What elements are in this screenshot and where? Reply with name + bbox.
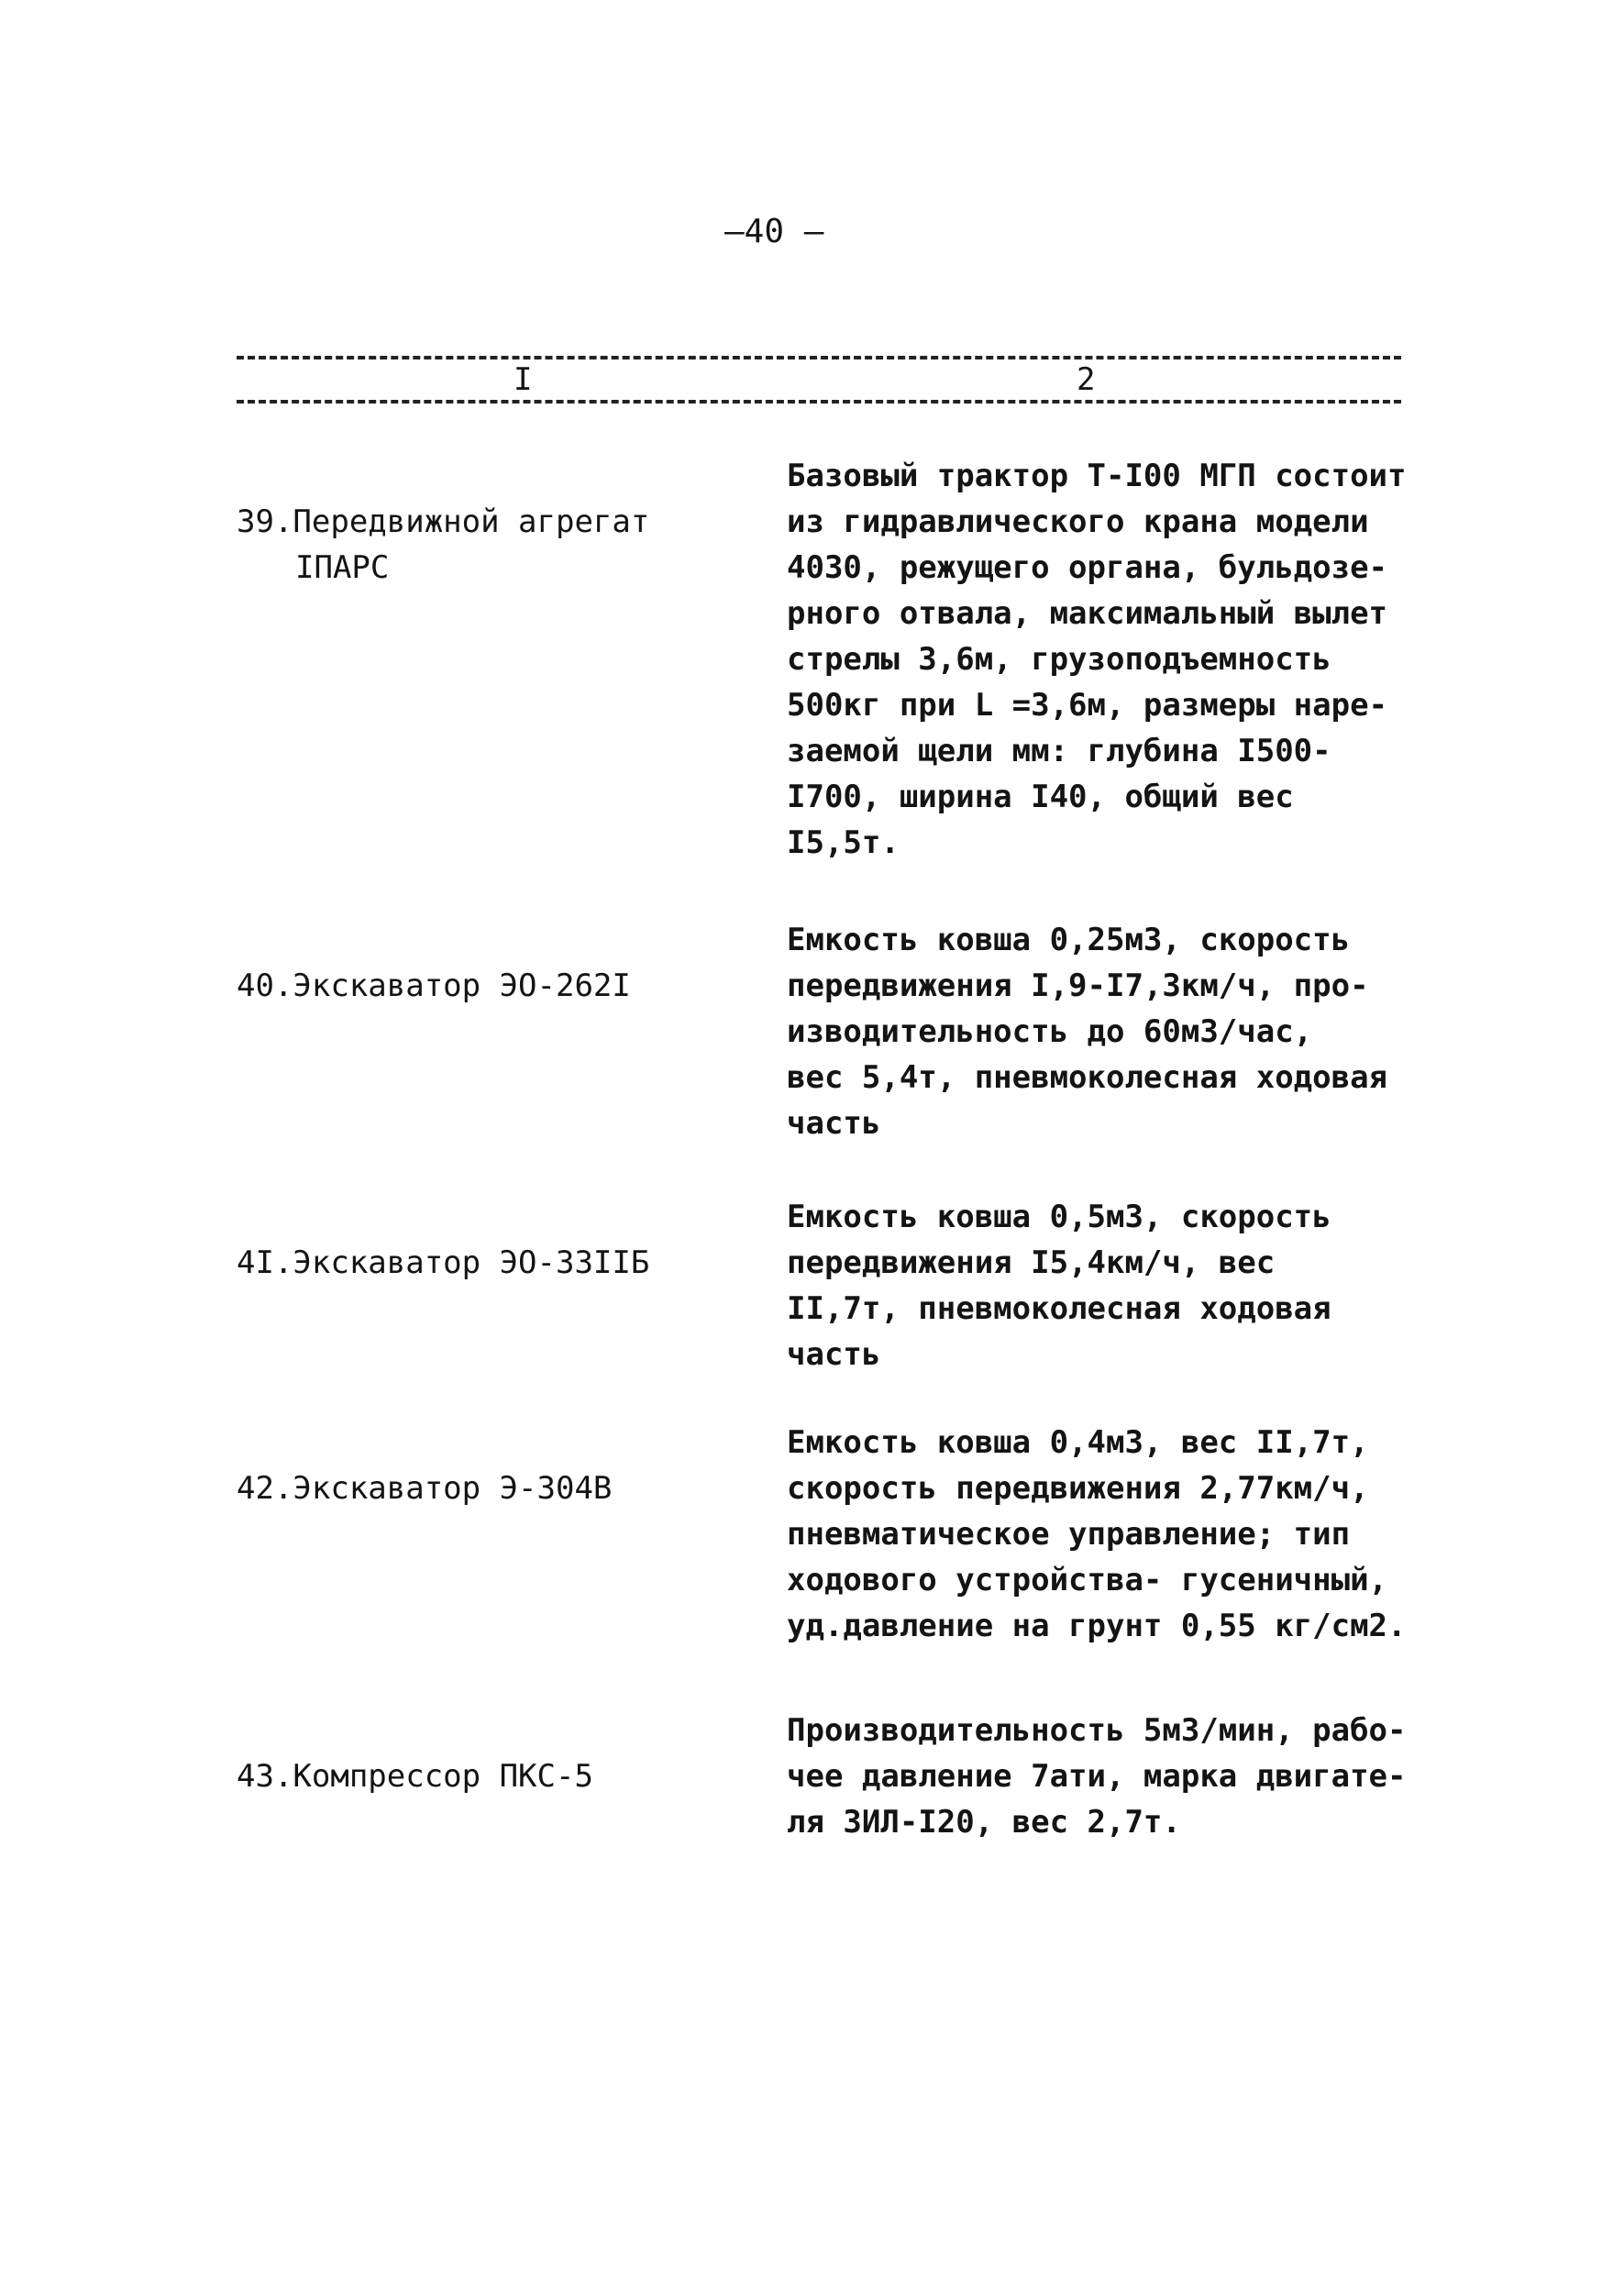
item-name (237, 1708, 750, 1799)
item-description: Емкость ковша 0,5м3, скорость передвижения I5,4км/ч, вес II,7т, пневмоколесная ходовая часть (787, 1199, 1331, 1373)
item-title: 43.Компрессор ПКС-5 (237, 1758, 593, 1795)
item-description: Производительность 5м3/мин, рабо- чее давление 7ати, марка двигате- ля ЗИЛ-I20, вес 2,7т. (787, 1712, 1407, 1841)
item-title: 39.Передвижной агрегат (237, 503, 650, 540)
item-subtitle: IПАРС (295, 549, 390, 586)
table-header-top-rule (237, 356, 1401, 359)
item-description: Емкость ковша 0,4м3, вес II,7т, скорость передвижения 2,77км/ч, пневматическое управление; тип ходового устройства- гусеничный, уд.давление на грунт 0,55 кг/см2. (787, 1424, 1407, 1644)
column-number-2: 2 (1071, 361, 1100, 398)
item-title: 42.Экскаватор Э-304В (237, 1470, 613, 1507)
item-title: 4I.Экскаватор ЭО-33IIБ (237, 1244, 650, 1281)
table-header-bottom-rule (237, 400, 1401, 404)
column-number-1: I (508, 361, 537, 398)
item-name (237, 453, 750, 636)
item-name (237, 1194, 750, 1286)
page-number: —40 — (724, 213, 824, 250)
item-title: 40.Экскаватор ЭО-262I (237, 968, 631, 1004)
item-description: Базовый трактор Т-I00 МГП состоит из гидравлического крана модели 4030, режущего органа, бульдозе- рного отвала, максимальный вылет стрелы 3,6м, грузоподъемность 500кг при L =3,6м, размеры наре- заемой щели мм: глубина I500- I700, ширина I40, общий вес I5,5т. (787, 458, 1407, 861)
item-description: Емкость ковша 0,25м3, скорость передвижения I,9-I7,3км/ч, про- изводительность до 60м3/час, вес 5,4т, пневмоколесная ходовая часть (787, 922, 1388, 1142)
item-name (237, 1420, 750, 1511)
item-name (237, 917, 750, 1009)
